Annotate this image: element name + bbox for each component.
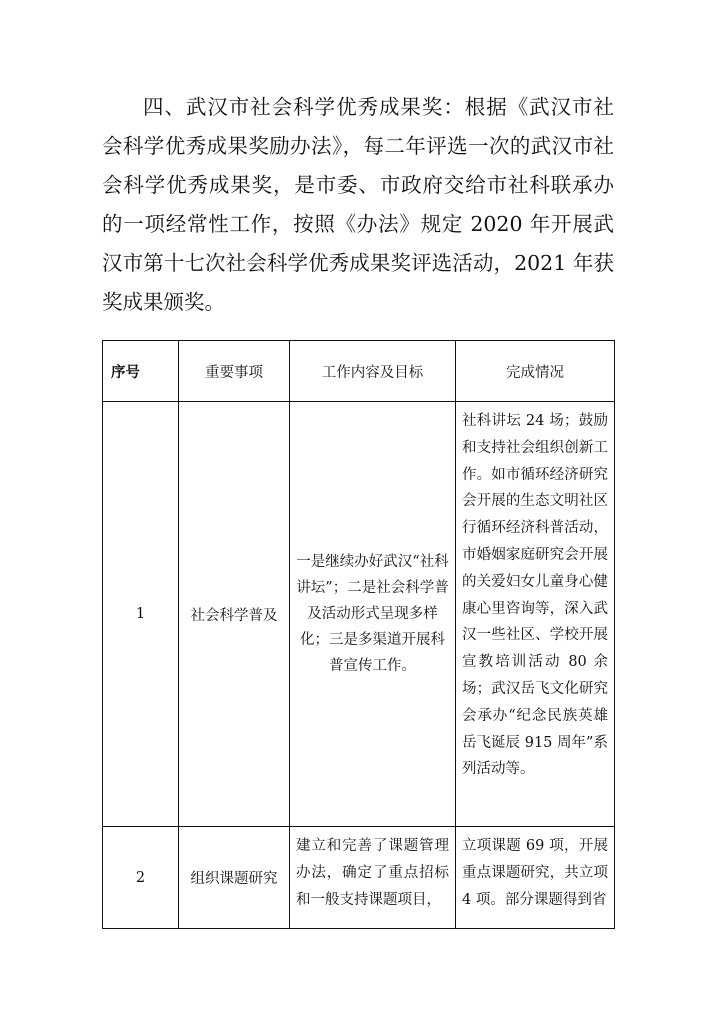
work-table [102, 340, 615, 929]
row-status: 社科讲坛 24 场；鼓励和支持社会组织创新工作。如市循环经济研究会开展的生态文明社区行循环经济科普活动，市婚姻家庭研究会开展的关爱妇女儿童身心健康心里咨询等，深入武汉一些社区、学校开展宣教培训活动 80 余场；武汉岳飞文化研究会承办“纪念民族英雄岳飞诞辰 915 周年”系列活动等。 [456, 402, 615, 827]
intro-paragraph: 四、武汉市社会科学优秀成果奖：根据《武汉市社会科学优秀成果奖励办法》，每二年评选一次的武汉市社会科学优秀成果奖，是市委、市政府交给市社科联承办的一项经常性工作，按照《办法》规定 2020 年开展武汉市第十七次社会科学优秀成果奖评选活动，2021 年获奖成果颁奖。 [102, 95, 614, 314]
table-header-row [103, 341, 615, 402]
row-no: 2 [103, 827, 179, 929]
row-content: 建立和完善了课题管理办法，确定了重点招标和一般支持课题项目， [290, 827, 456, 929]
header-status: 完成情况 [456, 341, 615, 402]
table-row [103, 402, 615, 827]
row-status: 立项课题 69 项，开展重点课题研究，共立项 4 项。部分课题得到省 [456, 827, 615, 929]
row-content: 一是继续办好武汉“社科讲坛”；二是社会科学普及活动形式呈现多样化；三是多渠道开展科普宣传工作。 [290, 402, 456, 827]
table-row [103, 827, 615, 929]
header-no: 序号 [103, 341, 179, 402]
row-item: 社会科学普及 [179, 402, 290, 827]
row-item: 组织课题研究 [179, 827, 290, 929]
row-no: 1 [103, 402, 179, 827]
header-item: 重要事项 [179, 341, 290, 402]
header-content: 工作内容及目标 [290, 341, 456, 402]
